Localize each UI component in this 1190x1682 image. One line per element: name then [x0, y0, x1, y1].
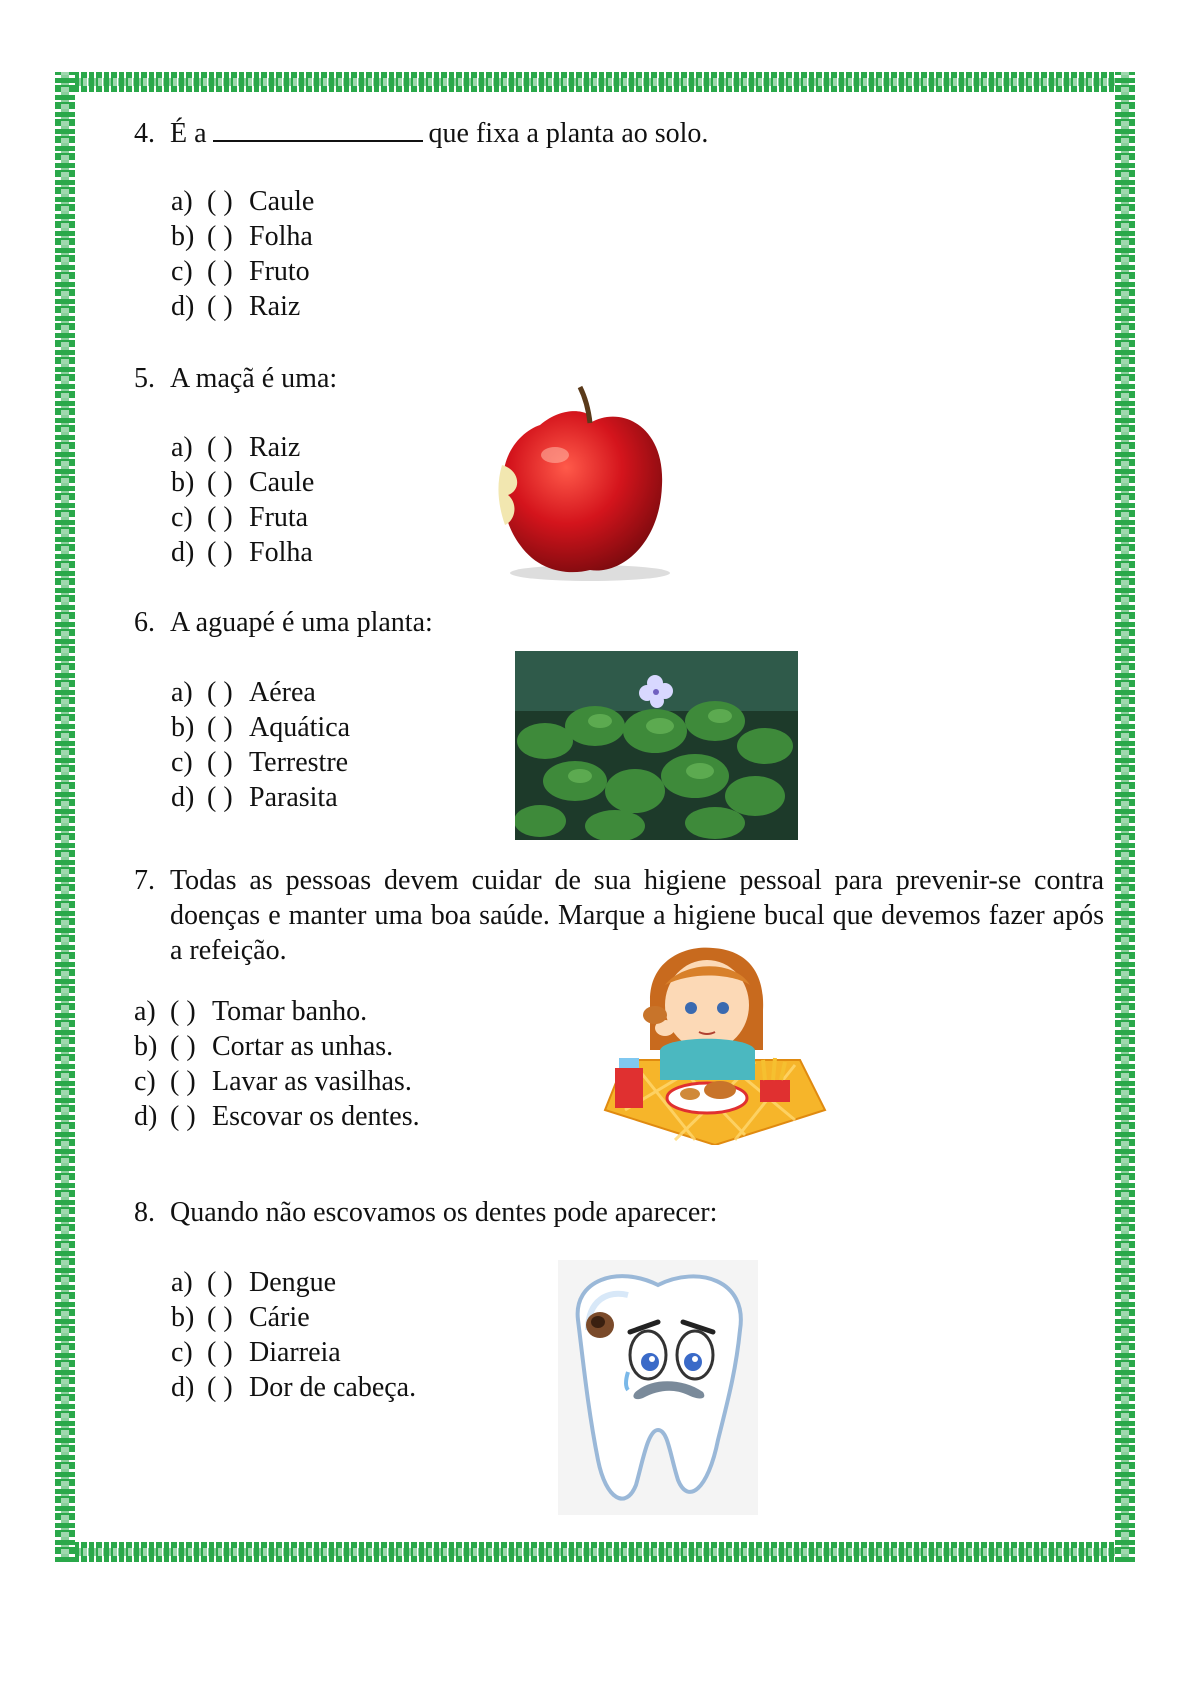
- question-6-text: A aguapé é uma planta:: [170, 607, 433, 638]
- option-7b[interactable]: b) ( ) Cortar as unhas.: [134, 1031, 394, 1062]
- option-6a[interactable]: a) ( ) Aérea: [171, 677, 316, 708]
- question-6: 6. A aguapé é uma planta:: [134, 607, 433, 638]
- option-7d[interactable]: d) ( ) Escovar os dentes.: [134, 1101, 420, 1132]
- question-8-text: Quando não escovamos os dentes pode aparecer:: [170, 1197, 718, 1228]
- water-hyacinth-photo: [515, 651, 798, 840]
- option-8b[interactable]: b) ( ) Cárie: [171, 1302, 310, 1333]
- option-5d[interactable]: d) ( ) Folha: [171, 537, 313, 568]
- option-7a[interactable]: a) ( ) Tomar banho.: [134, 996, 368, 1027]
- question-4-text-after: que fixa a planta ao solo.: [428, 118, 709, 149]
- question-4: 4. É a que fixa a planta ao solo.: [134, 118, 709, 149]
- apple-illustration: [480, 385, 690, 585]
- option-8c[interactable]: c) ( ) Diarreia: [171, 1337, 341, 1368]
- sad-tooth-illustration: [558, 1260, 758, 1515]
- question-7-options: [134, 994, 420, 1134]
- option-6b[interactable]: b) ( ) Aquática: [171, 712, 351, 743]
- answer-blank[interactable]: [213, 118, 423, 142]
- option-5a[interactable]: a) ( ) Raiz: [171, 432, 301, 463]
- question-5: 5. A maçã é uma:: [134, 363, 338, 394]
- question-7-text: Todas as pessoas devem cuidar de sua higiene pessoal para prevenir-se contra doenças e manter uma boa saúde. Marque a higiene bucal que devemos fazer após a refeição.: [170, 865, 1104, 966]
- girl-eating-illustration: [595, 940, 830, 1145]
- border-bottom: [55, 1542, 1135, 1562]
- question-5-text: A maçã é uma:: [170, 363, 338, 394]
- question-5-options: [171, 430, 314, 570]
- option-4b[interactable]: b) ( ) Folha: [171, 221, 313, 252]
- question-8-options: [171, 1265, 416, 1405]
- option-4d[interactable]: d) ( ) Raiz: [171, 291, 301, 322]
- option-4c[interactable]: c) ( ) Fruto: [171, 256, 310, 287]
- question-6-options: [171, 675, 350, 815]
- question-4-options: [171, 184, 314, 324]
- option-6d[interactable]: d) ( ) Parasita: [171, 782, 338, 813]
- option-8a[interactable]: a) ( ) Dengue: [171, 1267, 337, 1298]
- border-right: [1115, 72, 1135, 1562]
- border-left: [55, 72, 75, 1562]
- option-5c[interactable]: c) ( ) Fruta: [171, 502, 309, 533]
- option-8d[interactable]: d) ( ) Dor de cabeça.: [171, 1372, 417, 1403]
- option-4a[interactable]: a) ( ) Caule: [171, 186, 315, 217]
- option-5b[interactable]: b) ( ) Caule: [171, 467, 315, 498]
- option-6c[interactable]: c) ( ) Terrestre: [171, 747, 349, 778]
- question-8: 8. Quando não escovamos os dentes pode aparecer:: [134, 1197, 718, 1228]
- question-7: 7. Todas as pessoas devem cuidar de sua higiene pessoal para prevenir-se contra doenças e manter uma boa saúde. Marque a higiene bucal que devemos fazer após a refeição.: [134, 865, 1104, 966]
- option-7c[interactable]: c) ( ) Lavar as vasilhas.: [134, 1066, 412, 1097]
- border-top: [55, 72, 1135, 92]
- question-4-text-before: É a: [170, 118, 207, 149]
